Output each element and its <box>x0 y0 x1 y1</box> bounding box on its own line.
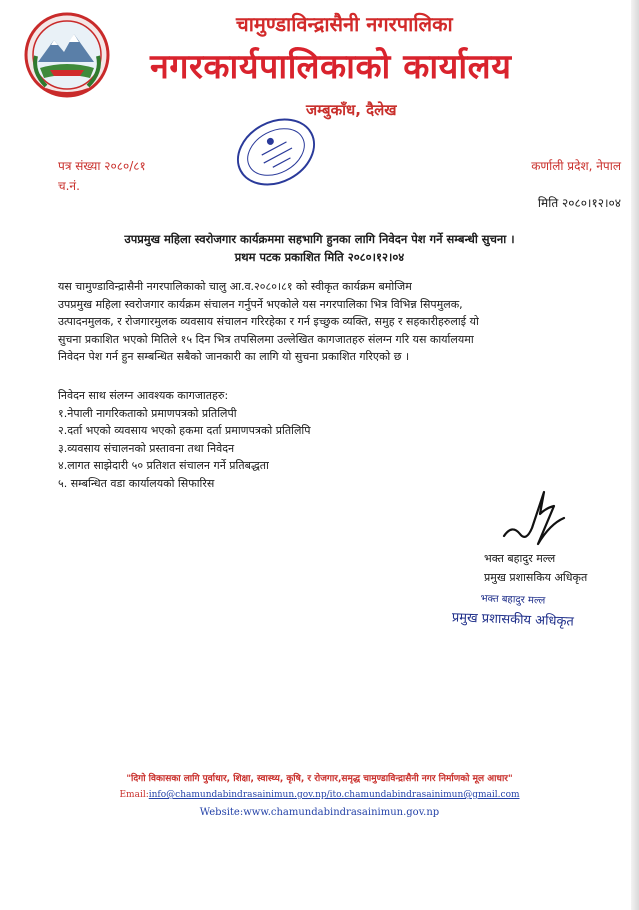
attachment-item: २.दर्ता भएको व्यवसाय भएको हकमा दर्ता प्रमाणपत्रको प्रतिलिपि <box>58 424 311 438</box>
email-link[interactable]: info@chamundabindrasainimun.gov.np/ito.chamundabindrasainimun@gmail.com <box>148 790 520 800</box>
officer-name-stamp <box>451 589 603 640</box>
notice-body-line: उपप्रमुख महिला स्वरोजगार कार्यक्रम संचालन गर्नुपर्ने भएकोले यस नगरपालिका भित्र विभिन्न सिपमुलक, <box>58 297 463 311</box>
attachment-item: १.नेपाली नागरिकताको प्रमाणपत्रको प्रतिलिपी <box>58 406 237 420</box>
office-seal-icon <box>226 112 326 192</box>
footer-website[interactable]: Website:www.chamundabindrasainimun.gov.np <box>199 807 440 818</box>
province-label: कर्णाली प्रदेश, नेपाल <box>531 159 621 173</box>
letter-date: मिति २०८०।१२।०४ <box>537 196 621 210</box>
notice-subject: उपप्रमुख महिला स्वरोजगार कार्यक्रममा सहभागि हुनका लागि निवेदन पेश गर्ने सम्बन्धी सुचना । <box>124 232 515 246</box>
attachments-heading: निवेदन साथ संलग्न आवश्यक कागजातहरु: <box>58 389 229 402</box>
attachment-item: ४.लागत साझेदारी ५० प्रतिशत संचालन गर्ने प्रतिबद्धता <box>58 459 269 473</box>
signatory-title: प्रमुख प्रशासकिय अधिकृत <box>484 571 588 584</box>
attachments-list <box>58 387 311 493</box>
municipality-name: चामुण्डाविन्द्रासैनी नगरपालिका <box>236 12 453 36</box>
notice-body <box>58 278 618 366</box>
footer-motto: "दिगो विकासका लागि पुर्वाधार, शिक्षा, स्वास्थ्य, कृषि, र रोजगार,समृद्ध चामुण्डाविन्द्रासैनी नगर निर्माणको मूल आधार" <box>126 774 513 784</box>
notice-body-line: सुचना प्रकाशित भएको मितिले १५ दिन भित्र तपसिलमा उल्लेखित कागजातहरु संलग्न गरि यस कार्यालयमा <box>58 332 474 346</box>
first-published-date: प्रथम पटक प्रकाशित मिति २०८०।१२।०४ <box>234 250 405 264</box>
stamp-name: भक्त बहादुर मल्ल <box>480 593 546 607</box>
dispatch-number: च.नं. <box>58 179 80 193</box>
office-address: जम्बुकाँध, दैलेख <box>306 101 397 119</box>
nepal-emblem-icon <box>24 12 110 98</box>
office-title: नगरकार्यपालिकाको कार्यालय <box>150 47 512 87</box>
handwritten-signature-icon <box>498 484 570 548</box>
attachment-item: ५. सम्बन्धित वडा कार्यालयको सिफारिस <box>58 476 215 490</box>
notice-body-line: उत्पादनमुलक, र रोजगारमुलक व्यवसाय संचालन गरिरहेका र गर्न इच्छुक व्यक्ति, समुह र सहकारीहरुलाई यो <box>58 315 479 328</box>
email-label: Email: <box>119 790 149 800</box>
footer-email <box>0 790 639 800</box>
attachment-item: ३.व्यवसाय संचालनको प्रस्तावना तथा निवेदन <box>58 441 235 455</box>
notice-body-line: निवेदन पेश गर्न हुन सम्बन्धित सबैको जानकारी का लागि यो सुचना प्रकाशित गरिएको छ । <box>58 350 410 363</box>
notice-body-line: यस चामुण्डाविन्द्रासैनी नगरपालिकाको चालु आ.व.२०८०।८१ को स्वीकृत कार्यक्रम बमोजिम <box>58 280 412 293</box>
stamp-title: प्रमुख प्रशासकीय अधिकृत <box>451 610 575 630</box>
reference-number: पत्र संख्या २०८०/८१ <box>58 159 146 173</box>
signatory-name: भक्त बहादुर मल्ल <box>484 552 556 565</box>
